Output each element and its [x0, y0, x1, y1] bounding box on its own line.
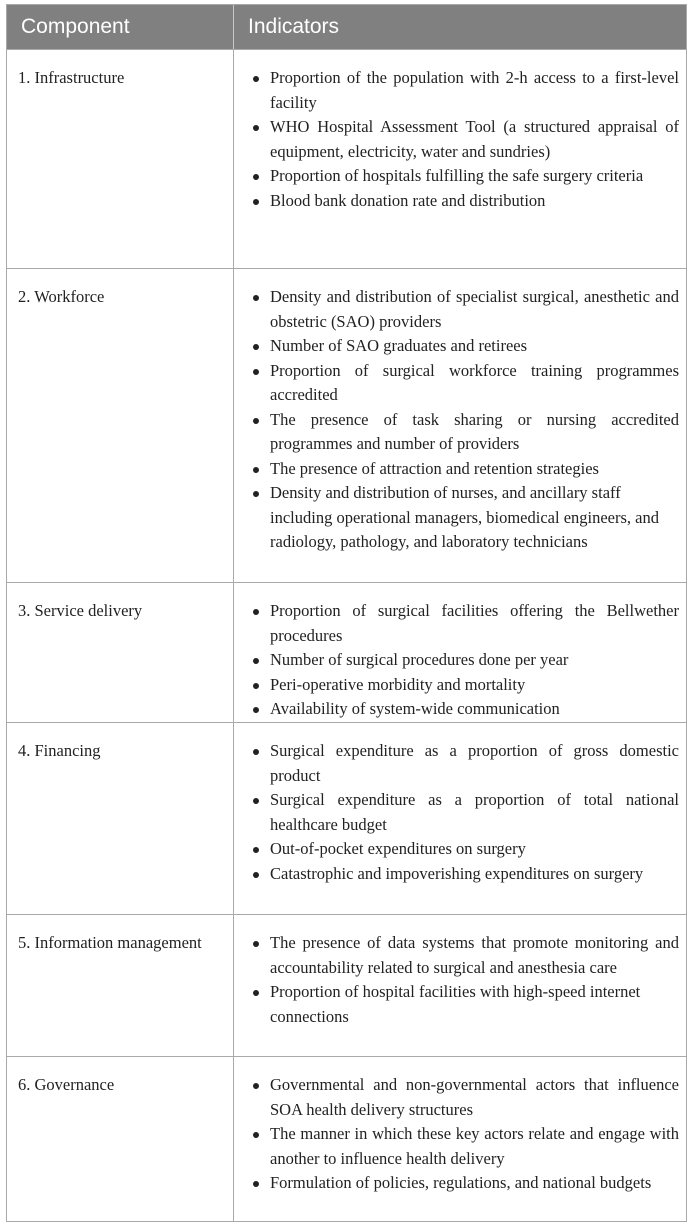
- indicator-item: Governmental and non-governmental actors that influence SOA health delivery structures: [252, 1073, 679, 1122]
- indicator-item: The presence of task sharing or nursing accredited programmes and number of providers: [252, 408, 679, 457]
- indicators-cell: [234, 915, 686, 1056]
- indicator-item: The manner in which these key actors relate and engage with another to influence health delivery: [252, 1122, 679, 1171]
- indicator-item: The presence of attraction and retention strategies: [252, 457, 679, 482]
- indicator-item: Formulation of policies, regulations, and national budgets: [252, 1171, 679, 1196]
- table-row: [7, 1056, 686, 1221]
- indicator-item: Surgical expenditure as a proportion of gross domestic product: [252, 739, 679, 788]
- table-header: [7, 5, 686, 49]
- indicator-item: Proportion of hospitals fulfilling the safe surgery criteria: [252, 164, 679, 189]
- table-row: [7, 582, 686, 722]
- indicator-item: Density and distribution of nurses, and ancillary staff including operational managers, biomedical engineers, and radiology, pathology, and laboratory technicians: [252, 481, 679, 555]
- component-cell: 3. Service delivery: [7, 583, 234, 722]
- table-row: [7, 268, 686, 582]
- table-row: [7, 722, 686, 914]
- indicator-item: Peri-operative morbidity and mortality: [252, 673, 679, 698]
- indicators-cell: [234, 1057, 686, 1221]
- header-indicators: Indicators: [248, 15, 340, 38]
- indicator-item: Out-of-pocket expenditures on surgery: [252, 837, 679, 862]
- indicator-item: The presence of data systems that promote monitoring and accountability related to surgical and anesthesia care: [252, 931, 679, 980]
- component-cell: 1. Infrastructure: [7, 50, 234, 268]
- indicator-item: Density and distribution of specialist surgical, anesthetic and obstetric (SAO) providers: [252, 285, 679, 334]
- indicator-item: Number of SAO graduates and retirees: [252, 334, 679, 359]
- indicators-cell: [234, 583, 686, 722]
- indicator-item: Proportion of hospital facilities with high-speed internet connections: [252, 980, 679, 1029]
- indicator-item: Proportion of surgical facilities offering the Bellwether procedures: [252, 599, 679, 648]
- indicator-item: Surgical expenditure as a proportion of total national healthcare budget: [252, 788, 679, 837]
- indicator-item: WHO Hospital Assessment Tool (a structured appraisal of equipment, electricity, water and sundries): [252, 115, 679, 164]
- indicator-item: Blood bank donation rate and distribution: [252, 189, 679, 214]
- table-row: [7, 914, 686, 1056]
- component-cell: 4. Financing: [7, 723, 234, 914]
- component-cell: 2. Workforce: [7, 269, 234, 582]
- indicator-item: Catastrophic and impoverishing expenditures on surgery: [252, 862, 679, 887]
- component-cell: 5. Information management: [7, 915, 234, 1056]
- header-component: Component: [7, 5, 234, 49]
- indicator-item: Proportion of surgical workforce training programmes accredited: [252, 359, 679, 408]
- indicators-cell: [234, 269, 686, 582]
- indicators-cell: [234, 723, 686, 914]
- indicator-item: Proportion of the population with 2-h access to a first-level facility: [252, 66, 679, 115]
- indicator-item: Availability of system-wide communication: [252, 697, 679, 722]
- component-cell: 6. Governance: [7, 1057, 234, 1221]
- indicators-table: [6, 4, 687, 1222]
- table-row: [7, 49, 686, 268]
- indicators-cell: [234, 50, 686, 268]
- indicator-item: Number of surgical procedures done per year: [252, 648, 679, 673]
